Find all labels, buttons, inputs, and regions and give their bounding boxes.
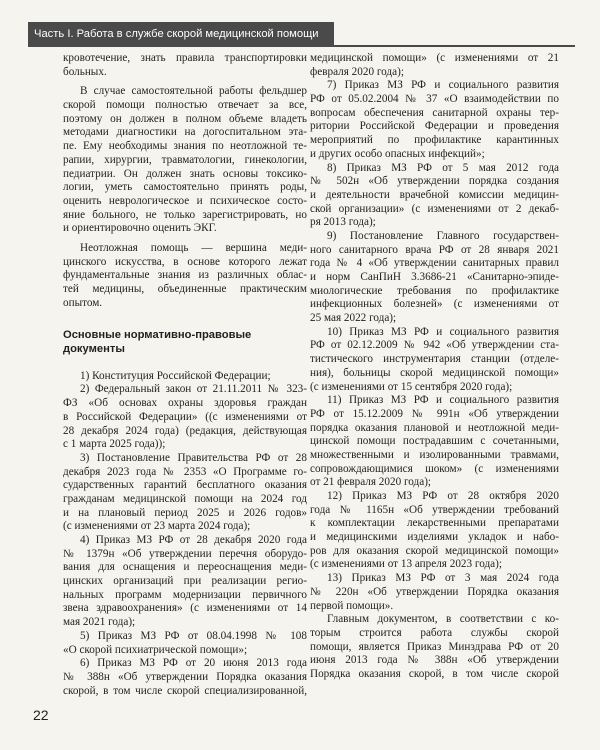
list-item-1 xyxy=(63,370,307,384)
text-line: 12) Приказ МЗ РФ от 28 октября 2020 xyxy=(327,490,559,502)
text-line: нальных программ модернизации первичного xyxy=(63,588,307,601)
text-line: 3) Постановление Правительства РФ от 28 xyxy=(80,451,307,464)
header-rule xyxy=(28,45,575,47)
list-item-7 xyxy=(310,79,559,161)
text-line: первой помощи». xyxy=(310,599,394,612)
list-item-5 xyxy=(63,630,307,657)
text-line: опытом. xyxy=(63,296,103,309)
text-line: инфекционных болезней» (с изменениями от xyxy=(310,298,559,311)
text-line: оценить неврологическое и психическое состо- xyxy=(63,194,307,207)
list-item-4 xyxy=(63,534,307,630)
text-line: Главным документом, в соответствии с ко- xyxy=(327,613,559,626)
text-line: 9) Постановление Главного государствен- xyxy=(327,229,559,242)
text-line: вания для оснащения и переоснащения меди- xyxy=(63,561,307,574)
text-line: 8) Приказ МЗ РФ от 5 мая 2012 года xyxy=(327,161,559,174)
text-line: цинских организаций при реализации регио- xyxy=(63,575,307,588)
text-line: больных. xyxy=(63,65,107,78)
text-line: звена здравоохранения» (с изменениями от 14 xyxy=(63,602,307,615)
text-line: 13) Приказ МЗ РФ от 3 мая 2024 года xyxy=(327,572,559,585)
text-line: ской организации» (с изменениями от 2 декаб- xyxy=(310,202,559,215)
heading-line: Основные нормативно-правовые xyxy=(63,329,252,342)
text-line: (с изменениями от 15 сентября 2020 года); xyxy=(310,380,513,393)
text-line: порядка оказания плановой и неотложной меди- xyxy=(310,421,559,434)
text-line: скорой, в том числе скорой специализированной, xyxy=(63,684,307,697)
list-item-2 xyxy=(63,383,307,451)
text-line: 11) Приказ МЗ РФ и социального развития xyxy=(327,394,559,407)
text-line: мероприятий по профилактике карантинных xyxy=(310,134,559,147)
section-title: Часть I. Работа в службе скорой медицинской помощи xyxy=(34,28,319,40)
page-number: 22 xyxy=(33,707,49,723)
left-column xyxy=(63,52,307,698)
text-line: ного санитарного врача РФ от 28 января 2021 xyxy=(310,243,559,256)
text-line: года № 4 «Об утверждении санитарных правил xyxy=(310,257,559,270)
text-line: 4) Приказ МЗ РФ от 28 декабря 2020 года xyxy=(80,534,307,546)
text-line: РФ от 05.02.2004 № 37 «О взаимодействии по xyxy=(310,93,559,106)
text-line: скорой помощи полностью отвечает за все, xyxy=(63,99,307,112)
paragraph-independent-work xyxy=(63,85,307,236)
text-line: декабря 2023 года № 2353 «О Программе го- xyxy=(63,465,307,478)
text-line: кровотечение, знать правила транспортировки xyxy=(63,52,307,64)
text-line: цинской помощи пострадавшим с сочетанными, xyxy=(310,435,559,448)
list-item-12 xyxy=(310,490,559,572)
text-line: гражданам медицинской помощи на 2024 год xyxy=(63,492,307,505)
paragraph-emergency-care xyxy=(63,242,307,310)
text-line: (с изменениями от 13 апреля 2023 года); xyxy=(310,558,502,571)
text-line: № 388н «Об утверждении Порядка оказания xyxy=(63,670,307,683)
text-line: и на плановый период 2025 и 2026 годов» xyxy=(63,506,307,519)
text-line: сударственных гарантий бесплатного оказания xyxy=(63,479,307,492)
text-line: мая 2021 года); xyxy=(63,616,136,629)
list-item-9 xyxy=(310,230,559,326)
text-line: к комплектации лекарственными препаратами xyxy=(310,517,559,530)
list-item-3 xyxy=(63,452,307,534)
text-line: 25 мая 2022 года); xyxy=(310,312,397,325)
text-line: поэтому он должен в полном объеме владеть xyxy=(63,112,307,125)
text-line: ря 2013 года); xyxy=(310,216,376,229)
text-line: № 220н «Об утверждении Порядка оказания xyxy=(310,585,559,598)
list-item-6 xyxy=(63,657,307,698)
text-line: фундаментальные знания из различных облас- xyxy=(63,269,307,282)
text-line: и медицинскими изделиями укладок и набо- xyxy=(310,531,559,544)
text-line: и других особо опасных инфекций»; xyxy=(310,147,485,160)
intro-paragraph xyxy=(63,52,307,79)
text-line: логии, уметь самостоятельно принять роды, xyxy=(63,181,307,194)
heading-line: документы xyxy=(63,343,125,356)
text-line: 28 декабря 2024 года) (редакция, действующая xyxy=(63,424,307,437)
text-line: (с изменениями от 23 марта 2024 года); xyxy=(63,520,251,533)
text-line: № 1379н «Об утверждении перечня оборудо- xyxy=(63,547,307,560)
text-line: помощи, является Приказ Минздрава РФ от 20 xyxy=(310,640,559,653)
text-line: Неотложная помощь — вершина меди- xyxy=(80,241,307,254)
text-line: сопровождающимися шоком» (с изменениями xyxy=(310,462,559,475)
text-line: и норм СанПиН 3.3686-21 «Санитарно-эпиде- xyxy=(310,271,559,283)
section-heading xyxy=(63,324,307,356)
text-line: рапии, хирургии, травматологии, гинекологии, xyxy=(63,153,307,166)
text-line: 7) Приказ МЗ РФ и социального развития xyxy=(327,79,559,92)
text-line: яние больного, не только зарегистрировать, но xyxy=(63,208,307,221)
list-item-6-continued xyxy=(310,52,559,79)
text-line: 1) Конституция Российской Федерации; xyxy=(80,369,271,382)
text-line: 2) Федеральный закон от 21.11.2011 № 323- xyxy=(80,383,307,396)
text-line: вопросам обеспечения санитарной охраны тер- xyxy=(310,106,559,119)
text-line: «О скорой психиатрической помощи»; xyxy=(63,643,248,656)
text-line: июня 2013 года № 388н «Об утверждении xyxy=(310,654,559,667)
text-line: ФЗ «Об основах охраны здоровья граждан xyxy=(63,397,307,410)
text-line: 10) Приказ МЗ РФ и социального развития xyxy=(327,325,559,338)
text-line: цинского искусства, в основе которого лежат xyxy=(63,255,307,268)
text-line: множественными и изолированными травмами, xyxy=(310,448,559,461)
text-line: и деятельности врачебной комиссии медицин- xyxy=(310,188,559,201)
text-line: В случае самостоятельной работы фельдшер xyxy=(80,85,307,98)
text-line: и ориентировочно оценить ЭКГ. xyxy=(63,222,217,235)
text-line: пе. Ему необходимы знания по неотложной те- xyxy=(63,140,307,153)
text-line: РФ от 15.12.2009 № 991н «Об утверждении xyxy=(310,407,559,420)
text-line: тистического инструментария станции (отделе- xyxy=(310,353,559,366)
list-item-13 xyxy=(310,572,559,613)
text-line: педиатрии. Он должен знать основы токсико- xyxy=(63,167,307,180)
list-item-10 xyxy=(310,326,559,394)
text-line: 5) Приказ МЗ РФ от 08.04.1998 № 108 xyxy=(80,629,307,642)
list-item-11 xyxy=(310,394,559,490)
text-line: РФ от 02.12.2009 № 942 «Об утверждении ста- xyxy=(310,339,559,352)
text-line: ров для оказания скорой медицинской помощи» xyxy=(310,544,559,557)
text-line: с 1 марта 2025 года)); xyxy=(63,438,166,451)
text-line: № 502н «Об утверждении порядка создания xyxy=(310,175,559,188)
text-line: в Российской Федерации» ((с изменениями от xyxy=(63,410,307,423)
text-line: тей медицины, объединенные практическим xyxy=(63,283,307,295)
text-line: ния), больницы скорой медицинской помощи» xyxy=(310,366,559,379)
text-line: ритории Российской Федерации и проведения xyxy=(310,120,559,133)
closing-paragraph xyxy=(310,613,559,681)
list-item-8 xyxy=(310,162,559,230)
running-header xyxy=(28,22,334,46)
text-line: медицинской помощи» (с изменениями от 21 xyxy=(310,52,559,64)
text-line: Порядка оказания скорой, в том числе скорой xyxy=(310,667,559,680)
text-line: февраля 2020 года); xyxy=(310,65,404,78)
text-line: 6) Приказ МЗ РФ от 20 июня 2013 года xyxy=(80,657,307,670)
text-line: от 21 февраля 2020 года); xyxy=(310,476,432,489)
text-line: методами диагностики на догоспитальном эта- xyxy=(63,126,307,139)
text-line: года № 1165н «Об утверждении требований xyxy=(310,503,559,516)
text-line: торым строится работа службы скорой xyxy=(310,626,559,639)
right-column xyxy=(310,52,559,682)
text-line: миологические требования по профилактике xyxy=(310,284,559,297)
